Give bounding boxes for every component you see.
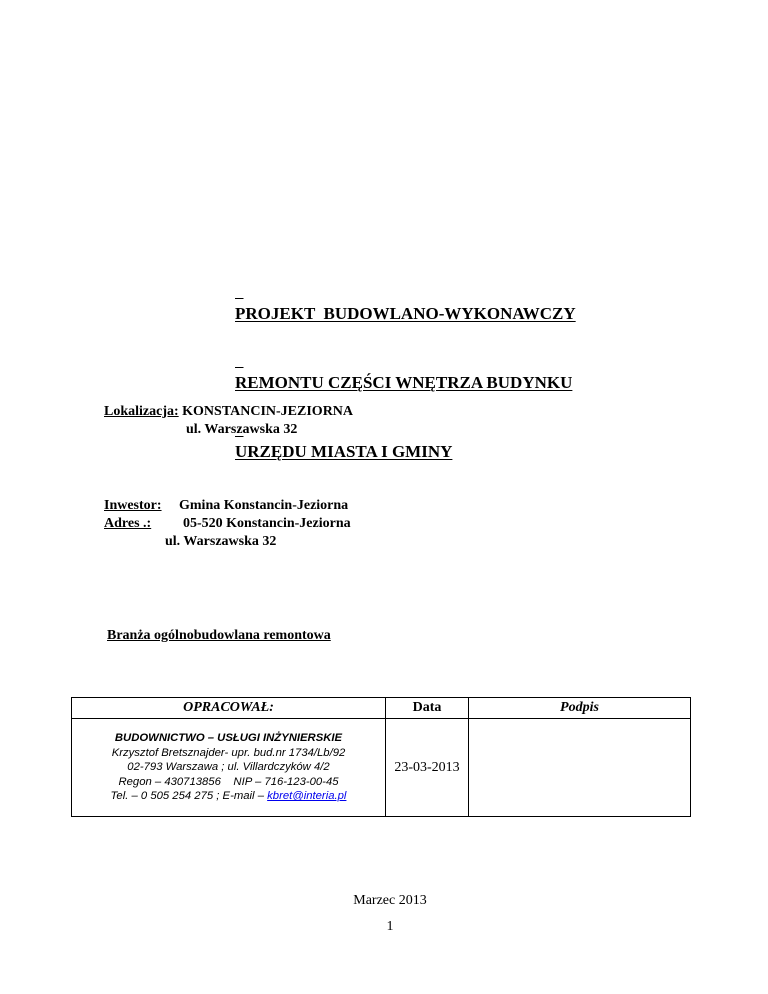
company-line-4 xyxy=(72,789,385,804)
page-number: 1 xyxy=(386,919,394,934)
location-street: ul. Warszawska 32 xyxy=(186,422,298,437)
header-signature: Podpis xyxy=(469,698,691,719)
location-line xyxy=(104,403,353,421)
title-line-1: PROJEKT BUDOWLANO-WYKONAWCZY xyxy=(235,304,576,323)
title-line-3: URZĘDU MIASTA I GMINY xyxy=(235,442,453,461)
signature-table xyxy=(71,697,691,817)
signature-cell xyxy=(469,719,691,817)
address-line-1: 05-520 Konstancin-Jeziorna xyxy=(183,516,351,531)
footer-date: Marzec 2013 xyxy=(353,893,427,908)
location-city: KONSTANCIN-JEZIORNA xyxy=(182,404,354,419)
title-line-2: REMONTU CZĘŚCI WNĘTRZA BUDYNKU xyxy=(235,373,573,392)
company-phone: Tel. – 0 505 254 275 ; E-mail – xyxy=(110,790,268,803)
location-label: Lokalizacja: xyxy=(104,404,179,419)
company-email-link[interactable]: kbret@interia.pl xyxy=(267,790,347,803)
header-date: Data xyxy=(386,698,469,719)
address-label: Adres .: xyxy=(104,516,152,531)
investor-label: Inwestor: xyxy=(104,498,162,513)
company-line-1: Krzysztof Bretsznajder- upr. bud.nr 1734/Lb/92 xyxy=(111,746,346,759)
company-line-3: Regon – 430713856 NIP – 716-123-00-45 xyxy=(118,775,339,788)
document-title xyxy=(235,256,576,486)
header-prepared: OPRACOWAŁ: xyxy=(72,698,386,719)
date-cell: 23-03-2013 xyxy=(386,719,469,817)
company-cell xyxy=(72,719,386,817)
branch-label: Branża ogólnobudowlana remontowa xyxy=(107,628,331,643)
address-line-2: ul. Warszawska 32 xyxy=(165,534,277,549)
company-name: BUDOWNICTWO – USŁUGI INŻYNIERSKIE xyxy=(114,732,343,745)
investor-name: Gmina Konstancin-Jeziorna xyxy=(179,498,349,513)
company-line-2: 02-793 Warszawa ; ul. Villardczyków 4/2 xyxy=(127,761,330,774)
